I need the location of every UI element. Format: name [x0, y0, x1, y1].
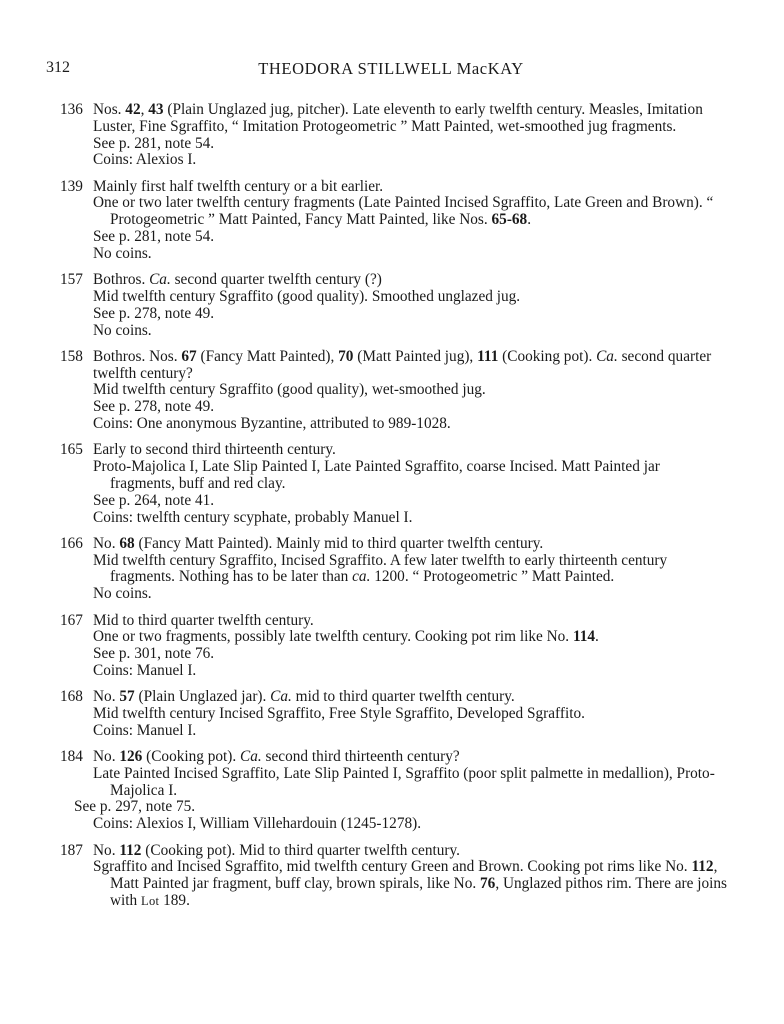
- lot-entry-158: [60, 349, 728, 433]
- lot-entry-184: [60, 749, 728, 833]
- lot-number: 187: [60, 841, 83, 859]
- coins-note: Coins: One anonymous Byzantine, attributed to 989-1028.: [93, 415, 451, 433]
- lot-heading: 168 No. 57 (Plain Unglazed jar). Ca. mid to third quarter twelfth century.: [60, 688, 515, 706]
- see-reference: See p. 278, note 49.: [93, 398, 215, 416]
- coins-note: No coins.: [93, 244, 152, 262]
- lot-entry-165: [60, 442, 728, 526]
- lot-heading: 136 Nos. 42, 43 (Plain Unglazed jug, pitcher). Late eleventh to early twelfth century. Measles, Imitation Luster, Fine Sgraffito, “ Imitation Protogeometric ” Matt Painted, wet-smoothed jug fragments.: [60, 101, 703, 135]
- lot-entry-168: [60, 689, 728, 739]
- lot-entry-139: [60, 179, 728, 263]
- page-number: 312: [46, 59, 70, 76]
- see-reference: See p. 281, note 54.: [93, 228, 215, 246]
- lot-description: Mid twelfth century Sgraffito, Incised Sgraffito. A few later twelfth to early thirteenth century fragments. Nothing has to be later than ca. 1200. “ Protogeometric ” Matt Painted.: [93, 551, 668, 586]
- lot-description: Mid twelfth century Incised Sgraffito, Free Style Sgraffito, Developed Sgraffito.: [93, 705, 585, 722]
- lot-number: 168: [60, 688, 83, 706]
- lot-number: 157: [60, 271, 83, 289]
- page-header: [46, 59, 736, 83]
- coins-note: No coins.: [93, 585, 152, 603]
- lot-entry-136: [60, 102, 728, 169]
- coins-note: Coins: Alexios I, William Villehardouin (1245-1278).: [93, 815, 422, 833]
- lot-number: 167: [60, 611, 83, 629]
- lot-number: 166: [60, 534, 83, 552]
- lot-number: 158: [60, 347, 83, 365]
- running-title: THEODORA STILLWELL MacKAY: [258, 59, 524, 78]
- coins-note: Coins: twelfth century scyphate, probably Manuel I.: [93, 508, 413, 526]
- lot-description: Mid twelfth century Sgraffito (good quality), wet-smoothed jug.: [93, 381, 486, 399]
- lot-entry-187: [60, 843, 728, 910]
- lot-number: 184: [60, 748, 83, 766]
- lot-number: 139: [60, 177, 83, 195]
- lot-heading: 187 No. 112 (Cooking pot). Mid to third quarter twelfth century.: [60, 841, 460, 859]
- lot-heading: 158 Bothros. Nos. 67 (Fancy Matt Painted), 70 (Matt Painted jug), 111 (Cooking pot). Ca. second quarter twelfth century?: [60, 347, 712, 382]
- lot-number: 136: [60, 101, 83, 118]
- lot-heading: 165 Early to second third thirteenth century.: [60, 441, 336, 459]
- coins-note: Coins: Manuel I.: [93, 661, 197, 679]
- see-reference: See p. 297, note 75.: [74, 798, 196, 816]
- see-reference: See p. 281, note 54.: [93, 134, 215, 152]
- lot-description: Mid twelfth century Sgraffito (good quality). Smoothed unglazed jug.: [93, 287, 521, 305]
- lot-heading: 139 Mainly first half twelfth century or a bit earlier.: [60, 177, 384, 195]
- lot-heading: 167 Mid to third quarter twelfth century.: [60, 611, 314, 629]
- see-reference: See p. 301, note 76.: [93, 645, 215, 663]
- lot-entry-166: [60, 536, 728, 603]
- lot-heading: 157 Bothros. Ca. second quarter twelfth century (?): [60, 271, 382, 289]
- lot-description: One or two fragments, possibly late twelfth century. Cooking pot rim like No. 114.: [93, 628, 599, 646]
- lot-description: Sgraffito and Incised Sgraffito, mid twelfth century Green and Brown. Cooking pot rims like No. 112, Matt Painted jar fragment, buff clay, brown spirals, like No. 76, Unglazed pithos rim. There are joins with Lot 189.: [93, 858, 727, 909]
- lot-description: Late Painted Incised Sgraffito, Late Slip Painted I, Sgraffito (poor split palmette in medallion), Proto-Majolica I.: [93, 764, 715, 799]
- lot-number: 165: [60, 441, 83, 459]
- coins-note: Coins: Manuel I.: [93, 721, 197, 739]
- lot-list: [60, 102, 728, 919]
- see-reference: See p. 264, note 41.: [93, 491, 215, 509]
- lot-entry-167: [60, 613, 728, 680]
- coins-note: Coins: Alexios I.: [93, 151, 197, 169]
- lot-heading: 184 No. 126 (Cooking pot). Ca. second third thirteenth century?: [60, 748, 460, 766]
- lot-entry-157: [60, 272, 728, 339]
- lot-description: One or two later twelfth century fragments (Late Painted Incised Sgraffito, Late Green and Brown). “ Protogeometric ” Matt Painted, Fancy Matt Painted, like Nos. 65-68.: [93, 194, 714, 229]
- lot-heading: 166 No. 68 (Fancy Matt Painted). Mainly mid to third quarter twelfth century.: [60, 534, 544, 552]
- see-reference: See p. 278, note 49.: [93, 304, 215, 322]
- coins-note: No coins.: [93, 321, 152, 339]
- lot-description: Proto-Majolica I, Late Slip Painted I, Late Painted Sgraffito, coarse Incised. Matt Painted jar fragments, buff and red clay.: [93, 458, 660, 492]
